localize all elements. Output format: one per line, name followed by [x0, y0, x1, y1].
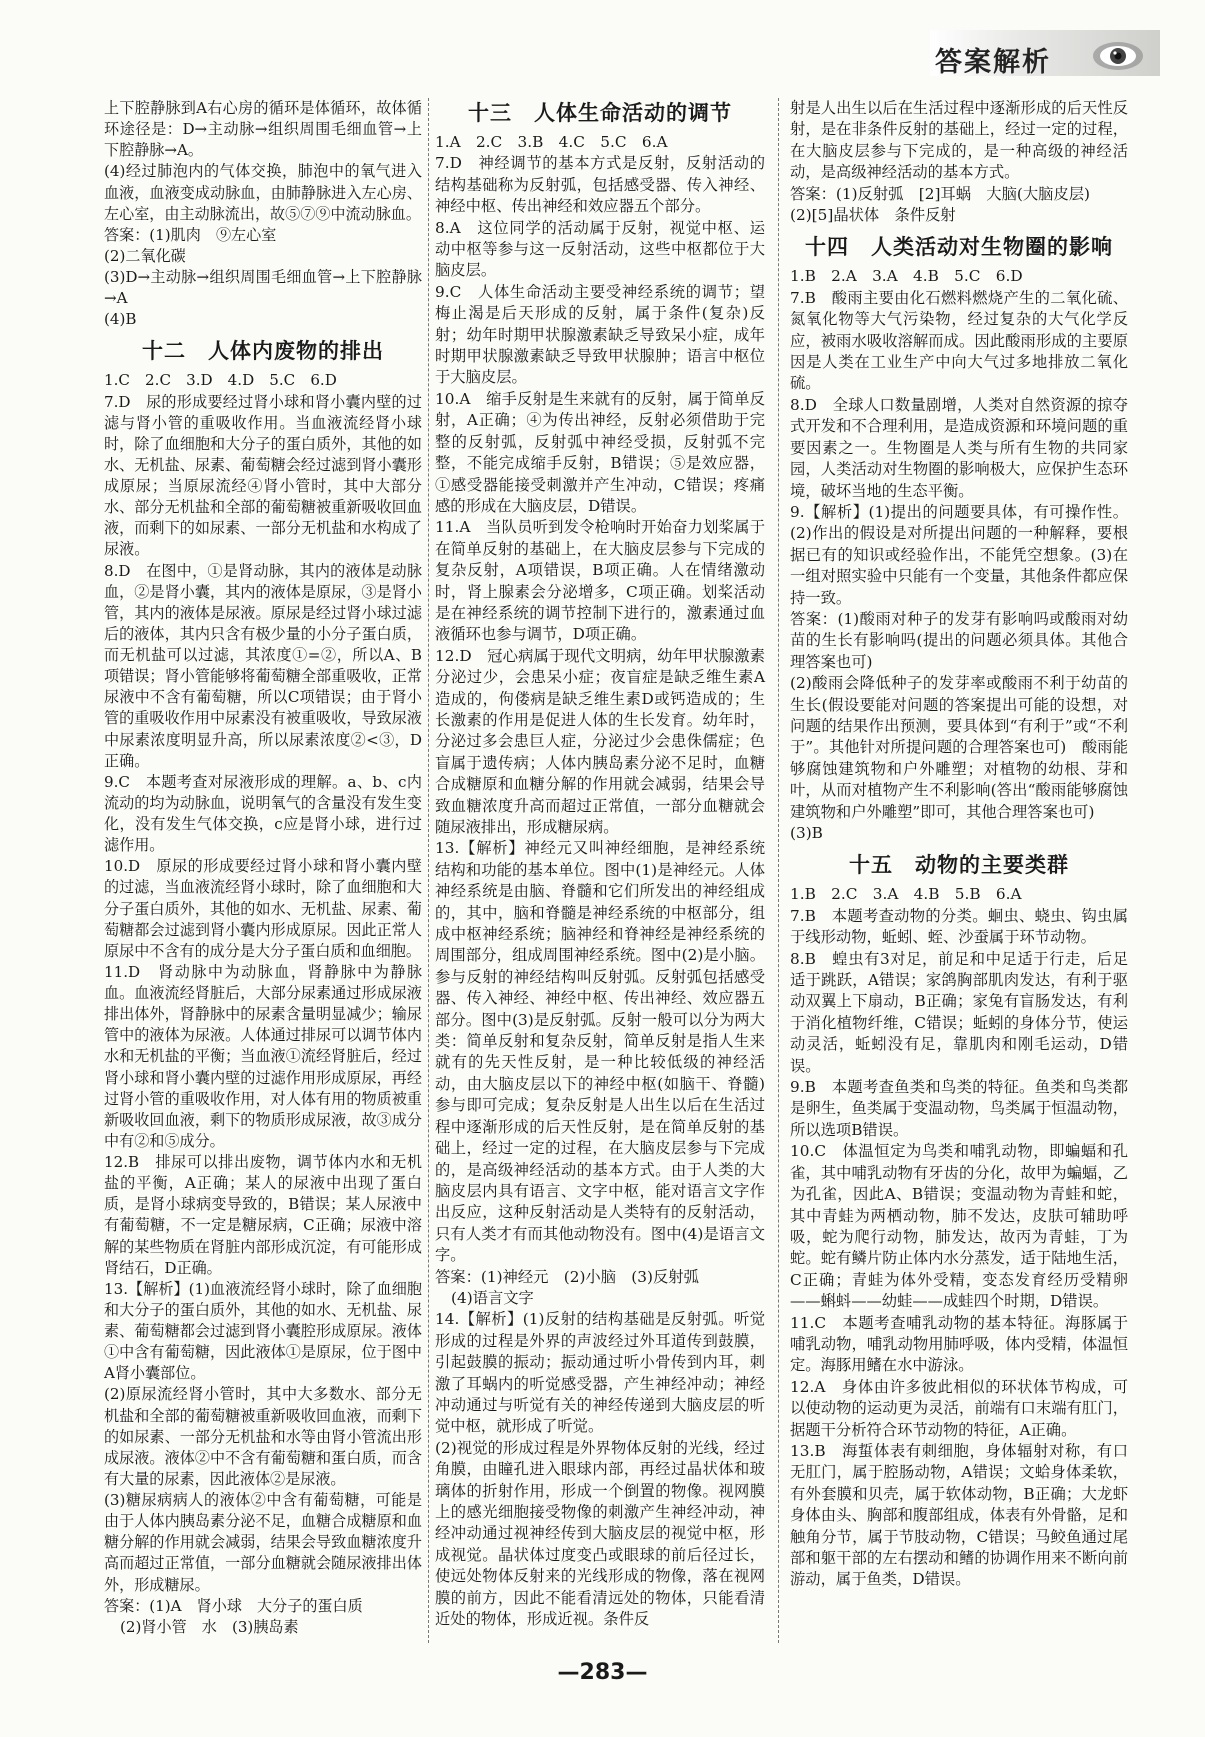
- answer-paragraph: (3)D→主动脉→组织周围毛细血管→上下腔静脉→A: [104, 268, 422, 308]
- column-divider-1: [428, 98, 429, 1643]
- answer-paragraph: 13.B 海蜇体表有刺细胞，身体辐射对称，有口无肛门，属于腔肠动物，A错误；文蛤身体柔软，有外套膜和贝壳，属于软体动物，B正确；大龙虾身体由头、胸部和腹部组成，体表有外骨骼，足和触角分节，属于节肢动物，C错误；马鲛鱼通过尾部和躯干部的左右摆动和鳍的协调作用来不断向前游动，属于鱼类，D错误。: [790, 1441, 1128, 1589]
- answer-paragraph: 11.C 本题考查哺乳动物的基本特征。海豚属于哺乳动物，哺乳动物用肺呼吸，体内受精，体温恒定。海豚用鳍在水中游泳。: [790, 1313, 1128, 1375]
- answer-paragraph: 1.A 2.C 3.B 4.C 5.C 6.A: [435, 133, 668, 151]
- answer-paragraph: 8.D 全球人口数量剧增，人类对自然资源的掠夺式开发和不合理利用，是造成资源和环境问题的重要因素之一。生物圈是人类与所有生物的共同家园，人类活动对生物圈的影响极大，应保护生态环境，破坏当地的生态平衡。: [790, 395, 1128, 500]
- answer-paragraph: 12.B 排尿可以排出废物，调节体内水和无机盐的平衡，A正确；某人的尿液中出现了蛋白质，是肾小球病变导致的，B错误；某人尿液中有葡萄糖，不一定是糖尿病，C正确；尿液中溶解的某些物质在肾脏内部形成沉淀，有可能形成肾结石，D正确。: [104, 1153, 422, 1277]
- answer-paragraph: 射是人出生以后在生活过程中逐渐形成的后天性反射，是在非条件反射的基础上，经过一定的过程，在大脑皮层参与下完成的，是一种高级的神经活动，是高级神经活动的基本方式。: [790, 99, 1128, 182]
- answer-column-3: [790, 98, 1128, 1591]
- answer-paragraph: 8.A 这位同学的活动属于反射，视觉中枢、运动中枢等参与这一反射活动，这些中枢都位于大脑皮层。: [435, 218, 765, 280]
- answer-paragraph: (4)B: [104, 310, 137, 329]
- answer-paragraph: 答案：(1)A 肾小球 大分子的蛋白质: [104, 1596, 363, 1615]
- answer-paragraph: 14.【解析】(1)反射的结构基础是反射弧。听觉形成的过程是外界的声波经过外耳道传到鼓膜，引起鼓膜的振动；振动通过听小骨传到内耳，刺激了耳蜗内的听觉感受器，产生神经冲动；神经冲动通过与听觉有关的神经传递到大脑皮层的听觉中枢，就形成了听觉。: [435, 1310, 765, 1436]
- answer-paragraph: 答案：(1)酸雨对种子的发芽有影响吗或酸雨对幼苗的生长有影响吗(提出的问题必须具体。其他合理答案也可): [790, 609, 1128, 671]
- answer-paragraph: 7.B 酸雨主要由化石燃料燃烧产生的二氧化硫、氮氧化物等大气污染物，经过复杂的大气化学反应，被雨水吸收溶解而成。因此酸雨形成的主要原因是人类在工业生产中向大气过多地排放二氧化硫。: [790, 288, 1128, 393]
- answer-paragraph: (2)视觉的形成过程是外界物体反射的光线，经过角膜，由瞳孔进入眼球内部，再经过晶状体和玻璃体的折射作用，形成一个倒置的物像。视网膜上的感光细胞接受物像的刺激产生神经冲动，神经冲动通过视神经传到大脑皮层的视觉中枢，形成视觉。晶状体过度变凸或眼球的前后径过长，使远处物体反射来的光线形成的物像，落在视网膜的前方，因此不能看清远处的物体，只能看清近处的物体，形成近视。条件反: [435, 1438, 765, 1629]
- answer-paragraph: 答案：(1)反射弧 [2]耳蜗 大脑(大脑皮层): [790, 184, 1091, 203]
- section-heading: 十二 人体内废物的排出: [142, 339, 384, 364]
- answer-paragraph: (2)酸雨会降低种子的发芽率或酸雨不利于幼苗的生长(假设要能对问题的答案提出可能的设想，对问题的结果作出预测，要具体到“有利于”或“不利于”。其他针对所提问题的合理答案也可) 酸雨能够腐蚀建筑物和户外雕塑；对植物的幼根、芽和叶，从而对植物产生不利影响(答出“酸雨能够腐蚀建筑物和户外雕塑”即可，其他合理答案也可): [790, 674, 1128, 821]
- answer-paragraph: 12.D 冠心病属于现代文明病，幼年甲状腺激素分泌过少，会患呆小症；夜盲症是缺乏维生素A造成的，佝偻病是缺乏维生素D或钙造成的；生长激素的作用是促进人体的生长发育。幼年时，分泌过多会患巨人症，分泌过少会患侏儒症；色盲属于遗传病；人体内胰岛素分泌不足时，血糖合成糖原和血糖分解的作用就会减弱，结果会导致血糖浓度升高而超过正常值，一部分血糖就会随尿液排出，形成糖尿病。: [435, 646, 765, 836]
- answer-paragraph: 9.B 本题考查鱼类和鸟类的特征。鱼类和鸟类都是卵生，鱼类属于变温动物，鸟类属于恒温动物，所以选项B错误。: [790, 1078, 1128, 1139]
- eye-logo-icon: [1090, 38, 1146, 74]
- answer-paragraph: 答案：(1)神经元 (2)小脑 (3)反射弧: [435, 1267, 699, 1286]
- answer-paragraph: 9.C 人体生命活动主要受神经系统的调节；望梅止渴是后天形成的反射，属于条件(复杂)反射；幼年时期甲状腺激素缺乏导致呆小症，成年时期甲状腺激素缺乏导致甲状腺肿；语言中枢位于大脑皮层。: [435, 282, 765, 387]
- answer-paragraph: (3)B: [790, 824, 823, 842]
- answer-paragraph: (2)[5]晶状体 条件反射: [790, 206, 956, 225]
- answer-paragraph: 1.B 2.C 3.A 4.B 5.B 6.A: [790, 885, 1022, 904]
- answer-paragraph: 13.【解析】神经元又叫神经细胞，是神经系统结构和功能的基本单位。图中(1)是神经元。人体神经系统是由脑、脊髓和它们所发出的神经组成的，其中，脑和脊髓是神经系统的中枢部分，组成中枢神经系统；脑神经和脊神经是神经系统的周围部分，组成周围神经系统。图中(2)是小脑。参与反射的神经结构叫反射弧。反射弧包括感受器、传入神经、神经中枢、传出神经、效应器五部分。图中(3)是反射弧。反射一般可以分为两大类：简单反射和复杂反射，简单反射是指人生来就有的先天性反射，是一种比较低级的神经活动，由大脑皮层以下的神经中枢(如脑干、脊髓)参与即可完成；复杂反射是人出生以后在生活过程中逐渐形成的后天性反射，是在简单反射的基础上，经过一定的过程，在大脑皮层参与下完成的，是高级神经活动的基本方式。由于人类的大脑皮层内具有语言、文字中枢，能对语言文字作出反应，这种反射活动是人类特有的反射活动，只有人类才有而其他动物没有。图中(4)是语言文字。: [435, 839, 765, 1265]
- answer-paragraph: 7.B 本题考查动物的分类。蛔虫、蛲虫、钩虫属于线形动物，蚯蚓、蛭、沙蚕属于环节动物。: [790, 906, 1128, 947]
- answer-paragraph: 8.B 蝗虫有3对足，前足和中足适于行走，后足适于跳跃，A错误；家鸽胸部肌肉发达，有利于驱动双翼上下扇动，B正确；家兔有盲肠发达，有利于消化植物纤维，C错误；蚯蚓的身体分节，使运动灵活，蚯蚓没有足，靠肌肉和刚毛运动，D错误。: [790, 949, 1128, 1075]
- answer-paragraph: 10.C 体温恒定为鸟类和哺乳动物，即蝙蝠和孔雀，其中哺乳动物有牙齿的分化，故甲为蝙蝠，乙为孔雀，因此A、B错误；变温动物为青蛙和蛇，其中青蛙为两栖动物，肺不发达，皮肤可辅助呼吸，蛇为爬行动物，肺发达，故丙为青蛙，丁为蛇。蛇有鳞片防止体内水分蒸发，适于陆地生活，C正确；青蛙为体外受精，变态发育经历受精卵——蝌蚪——幼蛙——成蛙四个时期，D错误。: [790, 1142, 1128, 1311]
- answer-paragraph: 上下腔静脉到A右心房的循环是体循环，故体循环途径是：D→主动脉→组织周围毛细血管→上下腔静脉→A。: [104, 99, 422, 160]
- answer-paragraph: 7.D 神经调节的基本方式是反射，反射活动的结构基础称为反射弧，包括感受器、传入神经、神经中枢、传出神经和效应器五个部分。: [435, 154, 765, 216]
- answer-column-2: [435, 98, 765, 1630]
- answer-paragraph: 答案：(1)肌肉 ⑨左心室: [104, 225, 277, 244]
- section-heading: 十四 人类活动对生物圈的影响: [805, 235, 1113, 260]
- answer-paragraph: 12.A 身体由许多彼此相似的环状体节构成，可以使动物的运动更为灵活，前端有口末端有肛门，据题干分析符合环节动物的特征，A正确。: [790, 1377, 1128, 1439]
- section-heading: 十三 人体生命活动的调节: [468, 101, 732, 125]
- answer-paragraph: 7.D 尿的形成要经过肾小球和肾小囊内壁的过滤与肾小管的重吸收作用。当血液流经肾小球时，除了血细胞和大分子的蛋白质外，其他的如水、无机盐、尿素、葡萄糖会经过滤到肾小囊形成原尿；当原尿流经④肾小管时，其中大部分水、部分无机盐和全部的葡萄糖被重新吸收回血液，而剩下的如尿素、一部分无机盐和水构成了尿液。: [104, 392, 422, 559]
- answer-paragraph: 1.B 2.A 3.A 4.B 5.C 6.D: [790, 267, 1023, 286]
- answer-paragraph: 11.D 肾动脉中为动脉血，肾静脉中为静脉血。血液流经肾脏后，大部分尿素通过形成尿液排出体外，肾静脉中的尿素含量明显减少；输尿管中的液体为尿液。人体通过排尿可以调节体内水和无机盐的平衡；当血液①流经肾脏后，经过肾小球和肾小囊内壁的过滤作用形成原尿，再经过肾小管的重吸收作用，对人体有用的物质被重新吸收回血液，剩下的物质形成尿液，故③成分中有②和⑤成分。: [104, 962, 422, 1150]
- answer-paragraph: 10.A 缩手反射是生来就有的反射，属于简单反射，A正确；④为传出神经，反射必须借助于完整的反射弧，反射弧中神经受损，反射弧不完整，不能完成缩手反射，B错误；⑤是效应器，①感受器能接受刺激并产生冲动，C错误；疼痛感的形成在大脑皮层，D错误。: [435, 389, 765, 515]
- column-divider-2: [778, 98, 779, 1643]
- answer-paragraph: 1.C 2.C 3.D 4.D 5.C 6.D: [104, 371, 337, 390]
- section-heading: 十五 动物的主要类群: [849, 853, 1069, 878]
- answer-paragraph: (2)肾小管 水 (3)胰岛素: [120, 1617, 299, 1636]
- answer-paragraph: 13.【解析】(1)血液流经肾小球时，除了血细胞和大分子的蛋白质外，其他的如水、无机盐、尿素、葡萄糖都会过滤到肾小囊腔形成原尿。液体①中含有葡萄糖，因此液体①是原尿，位于图中A肾小囊部位。: [104, 1279, 422, 1383]
- answer-column-1: [104, 98, 422, 1638]
- answer-paragraph: 9.C 本题考查对尿液形成的理解。a、b、c内流动的均为动脉血，说明氧气的含量没有发生变化，没有发生气体交换，c应是肾小球，进行过滤作用。: [104, 772, 422, 855]
- answer-paragraph: (4)经过肺泡内的气体交换，肺泡中的氧气进入血液，血液变成动脉血，由肺静脉进入左心房、左心室，由主动脉流出，故⑤⑦⑨中流动脉血。: [104, 162, 422, 223]
- header-title: 答案解析: [935, 47, 1051, 78]
- answer-paragraph: (2)二氧化碳: [104, 246, 186, 265]
- answer-paragraph: (4)语言文字: [451, 1288, 534, 1307]
- answer-paragraph: 10.D 原尿的形成要经过肾小球和肾小囊内壁的过滤，当血液流经肾小球时，除了血细胞和大分子蛋白质外，其他的如水、无机盐、尿素、葡萄糖都会过滤到肾小囊内形成原尿。因此正常人原尿中不含有的成分是大分子蛋白质和血细胞。: [104, 857, 422, 960]
- answer-paragraph: (3)糖尿病病人的液体②中含有葡萄糖，可能是由于人体内胰岛素分泌不足，血糖合成糖原和血糖分解的作用就会减弱，结果会导致血糖浓度升高而超过正常值，一部分血糖就会随尿液排出体外，形成糖尿。: [104, 1491, 422, 1594]
- answer-paragraph: (2)原尿流经肾小管时，其中大多数水、部分无机盐和全部的葡萄糖被重新吸收回血液，而剩下的如尿素、一部分无机盐和水等由肾小管流出形成尿液。液体②中不含有葡萄糖和蛋白质，而含有大量的尿素，因此液体②是尿液。: [104, 1385, 422, 1488]
- page-number: —283—: [557, 1660, 648, 1685]
- answer-paragraph: 8.D 在图中，①是肾动脉，其内的液体是动脉血，②是肾小囊，其内的液体是原尿，③是肾小管，其内的液体是尿液。原尿是经过肾小球过滤后的液体，其内只含有极少量的小分子蛋白质，而无机盐可以过滤，其浓度①=②，所以A、B项错误；肾小管能够将葡萄糖全部重吸收，正常尿液中不含有葡萄糖，所以C项错误；由于肾小管的重吸收作用中尿素没有被重吸收，导致尿液中尿素浓度明显升高，所以尿素浓度②<③，D正确。: [104, 561, 422, 770]
- answer-paragraph: 11.A 当队员听到发令枪响时开始奋力划桨属于在简单反射的基础上，在大脑皮层参与下完成的复杂反射，A项错误，B项正确。人在情绪激动时，肾上腺素会分泌增多，C项正确。划桨活动是在神经系统的调节控制下进行的，激素通过血液循环也参与调节，D项正确。: [435, 518, 765, 644]
- page-header: [0, 0, 1205, 82]
- answer-paragraph: 9.【解析】(1)提出的问题要具体，有可操作性。(2)作出的假设是对所提出问题的一种解释，要根据已有的知识或经验作出，不能凭空想象。(3)在一组对照实验中只能有一个变量，其他条件都应保持一致。: [790, 502, 1128, 607]
